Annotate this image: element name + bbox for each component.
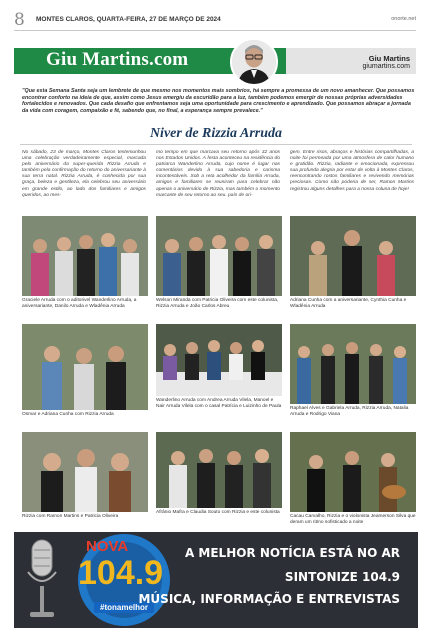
article-title: Niver de Rizzia Arruda: [149, 126, 283, 141]
photo-caption: Osmar e Adriana Cunha com Rizzia Arruda: [22, 412, 114, 417]
event-photo: [22, 324, 148, 410]
guests-photo: [290, 432, 416, 512]
article-column-1: No sábado, 23 de março, Montes Claros testemunhou uma celebração verdadeiramente especial, marcada pelo aniversário da super-querida Rizzia Arruda e também pela confirmação do retorno do aniversariante à sua terra natal. Rizzia Arruda, é conhecida por sua graça, beleza e gentileza, ela celebrou seu aniversário em grande estilo, ao lado dos familiares e amigos queridos, ao mes-: [22, 150, 146, 198]
event-photo: [22, 216, 148, 296]
column-brand: Giu Martins.com: [46, 49, 189, 70]
author-name: Giu Martins: [368, 54, 410, 63]
photo-caption: Cacau Carvalho, Rizzia e o violonista Jeamerson Silva que deram um ritmo sofisticado a noite: [290, 514, 416, 525]
article-column-3: gem. Entre risos, abraços e histórias compartilhadas, a noite foi permeada por uma atmosfera de calor humano e gratidão. Rizzia, radiante e emocionada, expressou sua profunda alegria por estar de volta à Montes Claros, reencontrando rostos familiares e revivendo memórias preciosas. Como não poderia de ser, Ramon Martins registrou alguns detalhes para a nossa coluna de hoje!: [290, 150, 414, 192]
photo-caption: Rizzia com Ramon Martins e Patricia Oliveira: [22, 514, 119, 519]
event-photo: [290, 216, 416, 296]
author-band: [286, 48, 416, 74]
guests-photo: [290, 324, 416, 404]
photo-caption: Afrânio Mafra e Claudia Souto com Rizzia e este colunista: [156, 510, 280, 515]
photo-caption: Welson Miranda com Patricia Oliveira com este colunista, Rizzia Arruda e João Carlos Abreu: [156, 298, 279, 309]
title-divider: [20, 144, 412, 145]
guests-photo: [22, 324, 148, 410]
photo-caption: Wanderlino Arruda com Andrea Arruda Vilela, Manoel e Nair Arruda Vilela com o casal Patrícia e Luizinho de Paula: [156, 398, 282, 409]
guests-photo: [22, 216, 148, 296]
ad-headline: A MELHOR NOTÍCIA ESTÁ NO AR: [184, 546, 400, 560]
ad-tune-in: SINTONIZE 104.9: [284, 570, 400, 584]
station-name: NOVA: [86, 538, 129, 555]
event-photo: [156, 216, 282, 296]
station-hashtag: #tonamelhor: [94, 602, 154, 613]
microphone-icon: [22, 536, 62, 624]
station-frequency: 104.9: [78, 554, 164, 592]
event-photo: [290, 432, 416, 512]
event-photo: [22, 432, 148, 512]
column-quote: "Que esta Semana Santa seja um lembrete de que mesmo nos momentos mais sombrios, há sempre a promessa de um novo amanhecer. Que possamos encontrar conforto na ideia de que, assim como Jesus emergiu da escuridão para a luz, também podemos emergir de nossas próprias adversidades fortalecidos e renovados. Que cada desafio que enfrentamos seja uma oportunidade para crescimento e aprendizado. Que possamos abraçar a jornada da vida com coragem, compaixão e fé, sabendo que, no final, a esperança sempre prevalece.": [22, 88, 415, 114]
avatar-image: [232, 40, 276, 84]
event-photo: [290, 324, 416, 404]
page-header-bar: [14, 10, 416, 31]
photo-caption: Adriana Cunha com a aniversariante, Cynthia Cunha e Wladênia Arruda: [290, 298, 407, 309]
radio-ad-banner[interactable]: [14, 532, 418, 628]
page-number: 8: [14, 10, 25, 30]
guests-photo: [22, 432, 148, 512]
article-column-2: mo tempo em que marcava seu retorno após 32 anos nos Estados Unidos. A festa aconteceu na residência do patriarca Wanderlino Arruda, cujo nome é lugar nas comentários devido à sua sabedoria e carisma incontestáveis. Sob a reta acolhedor da família Arruda, amigos e familiares se reuniram para celebrar não apenas o aniversário de Rizzia, mas também o momento marcante de seu retorno ao seu. país de ori-: [156, 150, 280, 198]
event-photo: [156, 324, 282, 396]
author-handle: giumartins.com: [362, 63, 410, 70]
photo-caption: Raphael Alves e Gabriela Arruda, Rizzia Arruda, Natalia Arruda e Rodrigo Viana: [290, 406, 409, 417]
ad-tagline: MÚSICA, INFORMAÇÃO E ENTREVISTAS: [138, 592, 400, 606]
guests-photo: [156, 432, 282, 508]
event-photo: [156, 432, 282, 508]
guests-photo: [156, 324, 282, 396]
date-line: MONTES CLAROS, QUARTA-FEIRA, 27 DE MARÇO DE 2024: [36, 16, 221, 23]
author-avatar: [230, 38, 278, 86]
guests-photo: [290, 216, 416, 296]
guests-photo: [156, 216, 282, 296]
photo-caption: Graciele Arruda com o aditorivel Wanderlino Arruda, a aniversariante, Danilo Arruda e Wladênia Arruda: [22, 298, 137, 309]
site-link[interactable]: onorte.net: [391, 16, 416, 22]
column-header: [14, 46, 416, 78]
